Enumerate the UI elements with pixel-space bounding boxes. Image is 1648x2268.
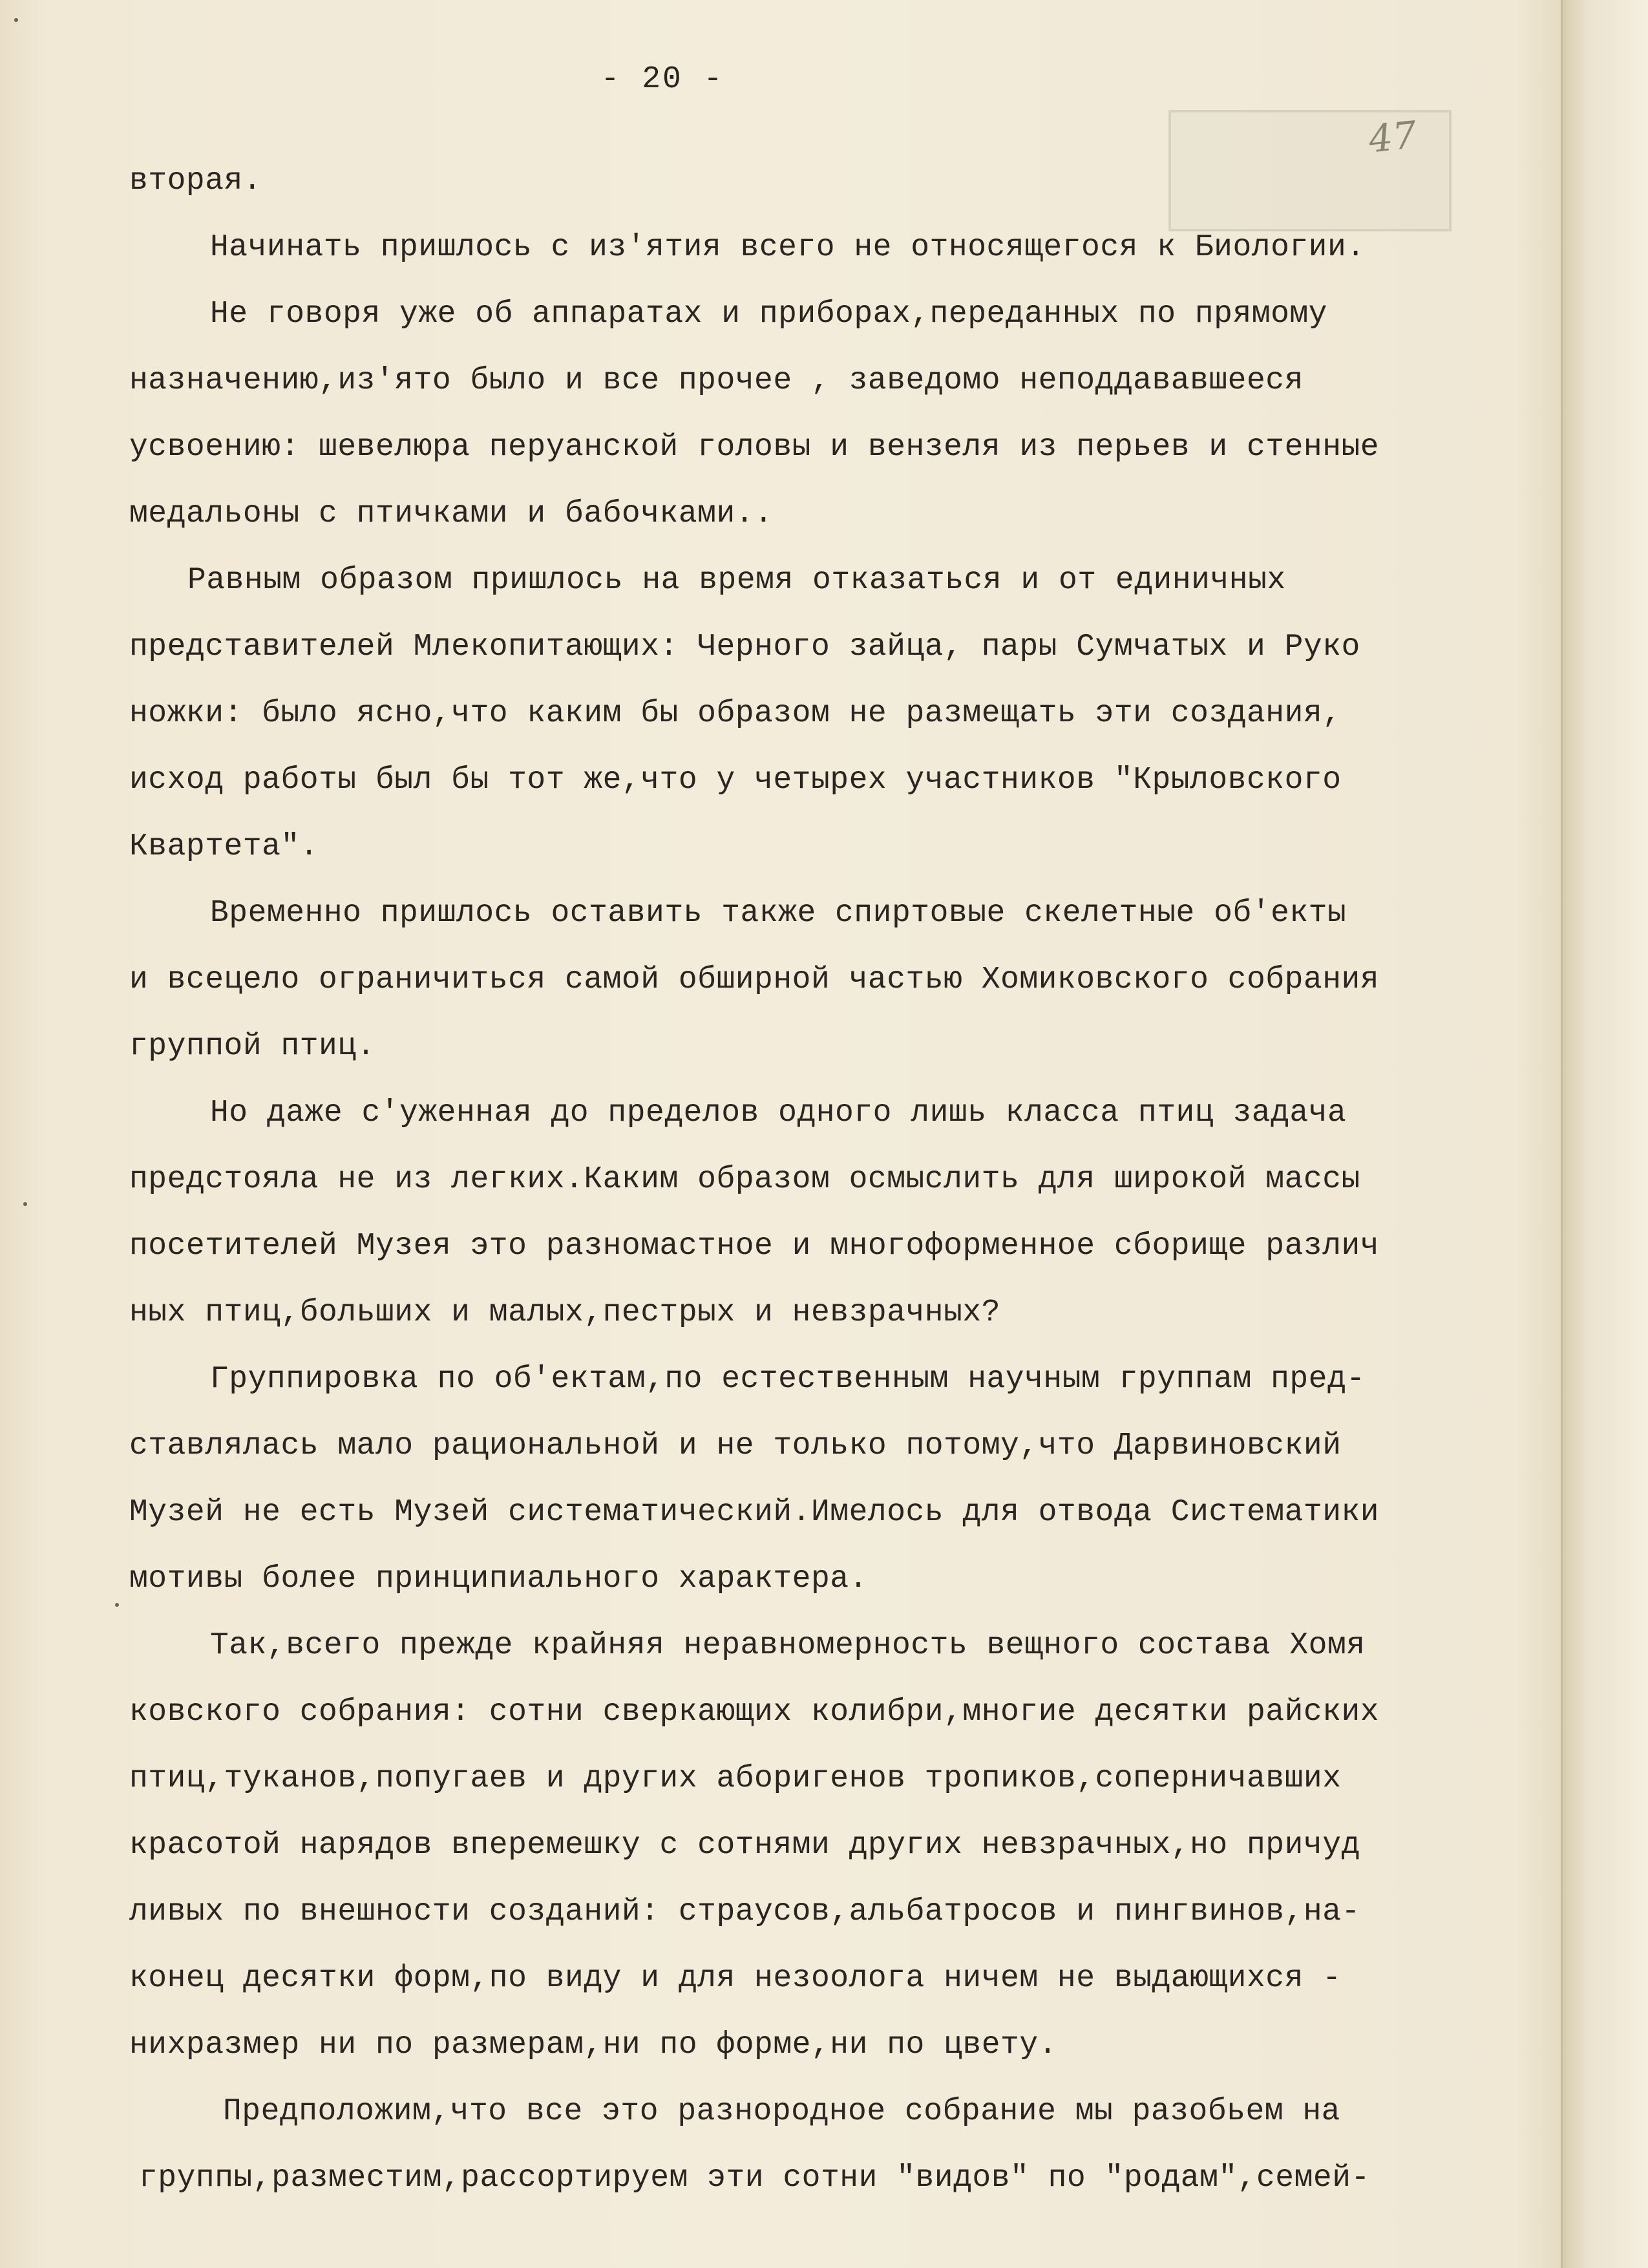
text-line: предстояла не из легких.Каким образом осмыслить для широкой массы — [129, 1162, 1360, 1197]
text-line: назначению,из'ято было и все прочее , заведомо неподдававшееся — [129, 363, 1304, 398]
paper-speck — [14, 18, 18, 22]
handwritten-annotation: 47 — [1366, 112, 1419, 162]
text-line: мотивы более принципиального характера. — [129, 1562, 868, 1596]
page-number: - 20 - — [600, 62, 724, 97]
text-line: ниxразмер ни по размерам,ни по форме,ни по цвету. — [129, 2028, 1057, 2062]
text-line: Равным образом пришлось на время отказаться и от единичных — [187, 563, 1286, 598]
text-line: конец десятки форм,по виду и для незоолога ничем не выдающихся - — [129, 1961, 1342, 1996]
text-line: Но даже с'уженная до пределов одного лишь класса птиц задача — [210, 1096, 1347, 1130]
paper-speck — [23, 1202, 27, 1206]
text-line: Временно пришлось оставить также спиртовые скелетные об'екты — [210, 896, 1347, 931]
text-line: медальоны с птичками и бабочками.. — [129, 496, 774, 531]
text-line: группой птиц. — [129, 1029, 375, 1064]
text-line: ставлялась мало рациональной и не только потому,что Дарвиновский — [129, 1428, 1342, 1463]
text-line: Не говоря уже об аппаратах и приборах,переданных по прямому — [210, 297, 1327, 332]
text-line: Так,всего прежде крайняя неравномерность вещного состава Хомя — [210, 1628, 1366, 1663]
page-edge — [1561, 0, 1648, 2268]
text-line: ножки: было ясно,что каким бы образом не размещать эти создания, — [129, 696, 1342, 731]
text-line: птиц,туканов,попугаев и других аборигенов тропиков,соперничавших — [129, 1761, 1342, 1796]
text-line: Начинать пришлось с из'ятия всего не относящегося к Биологии. — [210, 230, 1366, 265]
text-line: Предположим,что все это разнородное собрание мы разобьем на — [223, 2094, 1340, 2129]
paper-speck — [115, 1603, 119, 1607]
text-line: вторая. — [129, 164, 262, 198]
text-line: исход работы был бы тот же,что у четырех участников "Крыловского — [129, 763, 1342, 798]
text-line: посетителей Музея это разномастное и многоформенное сборище различ — [129, 1229, 1380, 1264]
text-line: ковского собрания: сотни сверкающих колибри,многие десятки райских — [129, 1695, 1380, 1730]
text-line: Квартета". — [129, 829, 319, 864]
text-line: красотой нарядов вперемешку с сотнями других невзрачных,но причуд — [129, 1828, 1360, 1863]
text-line: группы,разместим,рассортируем эти сотни "видов" по "родам",семей- — [139, 2161, 1370, 2196]
text-line: представителей Млекопитающих: Черного зайца, пары Сумчатых и Руко — [129, 630, 1360, 664]
text-line: Музей не есть Музей систематический.Имелось для отвода Систематики — [129, 1495, 1380, 1530]
text-line: ных птиц,больших и малых,пестрых и невзрачных? — [129, 1295, 1001, 1330]
text-line: ливых по внешности созданий: страусов,альбатросов и пингвинов,на- — [129, 1894, 1360, 1929]
text-line: и всецело ограничиться самой обширной частью Хомиковского собрания — [129, 962, 1380, 997]
text-line: усвоению: шевелюра перуанской головы и вензеля из перьев и стенные — [129, 430, 1380, 465]
text-line: Группировка по об'ектам,по естественным научным группам пред- — [210, 1362, 1366, 1397]
